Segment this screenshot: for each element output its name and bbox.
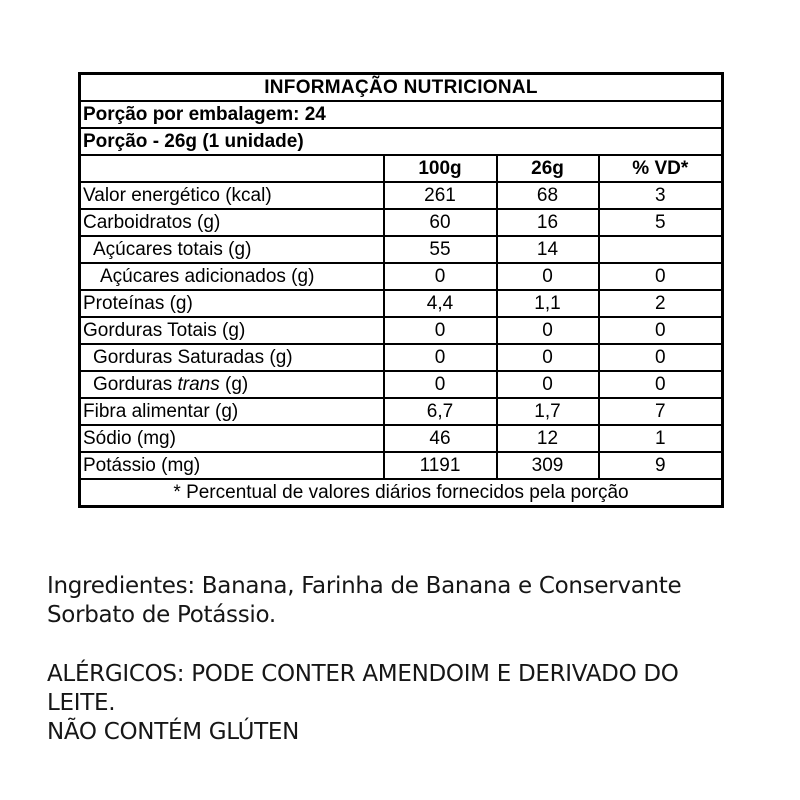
table-row bbox=[80, 317, 723, 344]
value-26g: 0 bbox=[497, 344, 599, 371]
table-row bbox=[80, 425, 723, 452]
value-100g: 1191 bbox=[384, 452, 497, 479]
table-row bbox=[80, 344, 723, 371]
value-26g: 0 bbox=[497, 371, 599, 398]
value-vd: 0 bbox=[599, 371, 723, 398]
table-row bbox=[80, 290, 723, 317]
value-26g: 16 bbox=[497, 209, 599, 236]
value-26g: 1,7 bbox=[497, 398, 599, 425]
table-title: INFORMAÇÃO NUTRICIONAL bbox=[80, 74, 723, 102]
value-100g: 0 bbox=[384, 344, 497, 371]
row-label: Potássio (mg) bbox=[80, 452, 384, 479]
value-vd: 7 bbox=[599, 398, 723, 425]
value-100g: 6,7 bbox=[384, 398, 497, 425]
value-vd: 9 bbox=[599, 452, 723, 479]
value-26g: 68 bbox=[497, 182, 599, 209]
row-label: Sódio (mg) bbox=[80, 425, 384, 452]
value-100g: 0 bbox=[384, 317, 497, 344]
column-header-26g: 26g bbox=[497, 155, 599, 182]
row-label: Proteínas (g) bbox=[80, 290, 384, 317]
column-header-empty bbox=[80, 155, 384, 182]
value-vd: 1 bbox=[599, 425, 723, 452]
row-label: Gorduras Totais (g) bbox=[80, 317, 384, 344]
ingredients-line: Ingredientes: Banana, Farinha de Banana e Conservante bbox=[47, 573, 682, 599]
value-vd: 2 bbox=[599, 290, 723, 317]
servings-per-package: Porção por embalagem: 24 bbox=[80, 101, 723, 128]
value-100g: 261 bbox=[384, 182, 497, 209]
value-vd: 5 bbox=[599, 209, 723, 236]
value-vd bbox=[599, 236, 723, 263]
nutrition-table bbox=[78, 72, 724, 508]
allergens-line: LEITE. bbox=[47, 690, 116, 716]
footnote-row bbox=[80, 479, 723, 507]
ingredients-text bbox=[47, 572, 681, 630]
table-row bbox=[80, 452, 723, 479]
value-26g: 14 bbox=[497, 236, 599, 263]
value-vd: 3 bbox=[599, 182, 723, 209]
allergens-line: NÃO CONTÉM GLÚTEN bbox=[47, 719, 300, 745]
value-26g: 309 bbox=[497, 452, 599, 479]
row-label: Açúcares adicionados (g) bbox=[80, 263, 384, 290]
allergens-text bbox=[47, 660, 679, 747]
table-row bbox=[80, 398, 723, 425]
row-label: Valor energético (kcal) bbox=[80, 182, 384, 209]
value-26g: 1,1 bbox=[497, 290, 599, 317]
value-vd: 0 bbox=[599, 263, 723, 290]
ingredients-line: Sorbato de Potássio. bbox=[47, 602, 276, 628]
value-100g: 60 bbox=[384, 209, 497, 236]
table-row bbox=[80, 371, 723, 398]
column-header-100g: 100g bbox=[384, 155, 497, 182]
table-row bbox=[80, 209, 723, 236]
row-label: Carboidratos (g) bbox=[80, 209, 384, 236]
column-header-vd: % VD* bbox=[599, 155, 723, 182]
row-label: Gorduras trans (g) bbox=[80, 371, 384, 398]
value-26g: 0 bbox=[497, 317, 599, 344]
table-row bbox=[80, 263, 723, 290]
value-100g: 55 bbox=[384, 236, 497, 263]
footnote: * Percentual de valores diários fornecidos pela porção bbox=[80, 479, 723, 507]
serving-size: Porção - 26g (1 unidade) bbox=[80, 128, 723, 155]
table-row bbox=[80, 182, 723, 209]
row-label: Fibra alimentar (g) bbox=[80, 398, 384, 425]
table-title-row bbox=[80, 74, 723, 102]
value-100g: 46 bbox=[384, 425, 497, 452]
row-label: Açúcares totais (g) bbox=[80, 236, 384, 263]
serving-size-row bbox=[80, 128, 723, 155]
value-26g: 0 bbox=[497, 263, 599, 290]
nutrition-rows bbox=[80, 182, 723, 479]
value-vd: 0 bbox=[599, 317, 723, 344]
value-100g: 0 bbox=[384, 371, 497, 398]
value-100g: 0 bbox=[384, 263, 497, 290]
allergens-line: ALÉRGICOS: PODE CONTER AMENDOIM E DERIVADO DO bbox=[47, 661, 679, 687]
value-vd: 0 bbox=[599, 344, 723, 371]
column-header-row bbox=[80, 155, 723, 182]
value-100g: 4,4 bbox=[384, 290, 497, 317]
table-row bbox=[80, 236, 723, 263]
row-label: Gorduras Saturadas (g) bbox=[80, 344, 384, 371]
value-26g: 12 bbox=[497, 425, 599, 452]
servings-per-package-row bbox=[80, 101, 723, 128]
